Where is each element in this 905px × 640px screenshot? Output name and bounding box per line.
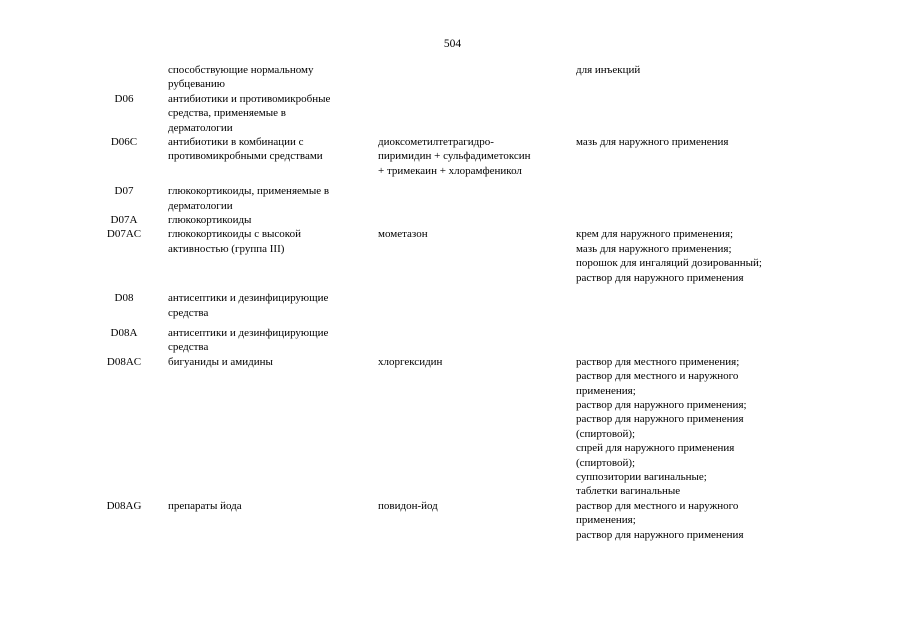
drug-name-cell: [378, 63, 576, 92]
group-name-line: средства: [168, 306, 209, 319]
group-name-cell: [168, 213, 378, 227]
group-name-line: антибиотики и противомикробные: [168, 92, 331, 105]
atc-code-cell: [80, 355, 168, 499]
table-row: [80, 135, 816, 178]
atc-code: D07: [114, 185, 134, 198]
table-row: [80, 285, 816, 320]
atc-code: D06C: [110, 136, 138, 149]
drug-name-cell: [378, 499, 576, 542]
atc-code-cell: [80, 227, 168, 285]
page-number: 504: [443, 38, 462, 50]
table-row: [80, 227, 816, 285]
dosage-forms-line: мазь для наружного применения: [576, 136, 729, 149]
drug-name-cell: [378, 227, 576, 285]
drug-name-cell: [378, 92, 576, 135]
table-row: [80, 213, 816, 227]
dosage-forms-cell: [576, 355, 816, 499]
dosage-forms-cell: [576, 63, 816, 92]
dosage-forms-line: применения;: [576, 384, 636, 397]
group-name-cell: [168, 285, 378, 320]
atc-code: D08A: [110, 326, 138, 339]
atc-code: D08: [114, 292, 134, 305]
group-name-line: противомикробными средствами: [168, 150, 323, 163]
dosage-forms-cell: [576, 178, 816, 213]
group-name-cell: [168, 178, 378, 213]
group-name-line: бигуаниды и амидины: [168, 355, 273, 368]
drug-name-line: повидон-йод: [378, 499, 438, 512]
group-name-line: глюкокортикоиды с высокой: [168, 228, 301, 241]
atc-code-cell: [80, 499, 168, 542]
atc-code-cell: [80, 213, 168, 227]
atc-code-cell: [80, 92, 168, 135]
table-row: [80, 355, 816, 499]
group-name-line: дерматологии: [168, 199, 233, 212]
drug-name-line: диоксометилтетрагидро-: [378, 136, 494, 149]
atc-code-cell: [80, 135, 168, 178]
drug-name-cell: [378, 178, 576, 213]
dosage-forms-cell: [576, 135, 816, 178]
group-name-cell: [168, 227, 378, 285]
group-name-line: препараты йода: [168, 499, 242, 512]
group-name-line: антисептики и дезинфицирующие: [168, 326, 329, 339]
dosage-forms-cell: [576, 227, 816, 285]
dosage-forms-line: раствор для местного и наружного: [576, 370, 739, 383]
atc-code-cell: [80, 63, 168, 92]
drug-name-line: пиримидин + сульфадиметоксин: [378, 150, 531, 163]
drug-name-cell: [378, 135, 576, 178]
drug-name-line: + тримекаин + хлорамфеникол: [378, 164, 522, 177]
dosage-forms-line: применения;: [576, 514, 636, 527]
table-row: [80, 92, 816, 135]
group-name-line: средства: [168, 341, 209, 354]
dosage-forms-line: раствор для наружного применения: [576, 528, 744, 541]
group-name-line: способствующие нормальному: [168, 64, 314, 76]
dosage-forms-line: раствор для наружного применения: [576, 271, 744, 284]
dosage-forms-cell: [576, 92, 816, 135]
group-name-cell: [168, 320, 378, 355]
atc-code: D08AG: [106, 499, 142, 512]
group-name-line: рубцеванию: [168, 78, 225, 91]
atc-code: D07A: [110, 214, 138, 227]
atc-code: D06: [114, 92, 134, 105]
atc-code: D08AC: [106, 355, 142, 368]
dosage-forms-line: крем для наружного применения;: [576, 228, 734, 241]
dosage-forms-line: раствор для наружного применения;: [576, 398, 747, 411]
group-name-line: глюкокортикоиды, применяемые в: [168, 185, 330, 198]
drug-name-cell: [378, 285, 576, 320]
drug-name-cell: [378, 213, 576, 227]
group-name-line: средства, применяемые в: [168, 107, 286, 120]
table-row: [80, 320, 816, 355]
dosage-forms-cell: [576, 213, 816, 227]
dosage-forms-line: для инъекций: [576, 64, 641, 76]
dosage-forms-cell: [576, 499, 816, 542]
group-name-cell: [168, 63, 378, 92]
dosage-forms-line: мазь для наружного применения;: [576, 242, 732, 255]
atc-code-cell: [80, 178, 168, 213]
dosage-forms-cell: [576, 320, 816, 355]
table-row: [80, 63, 816, 92]
drug-name-cell: [378, 320, 576, 355]
group-name-cell: [168, 355, 378, 499]
drug-name-line: мометазон: [378, 228, 428, 241]
table-row: [80, 499, 816, 542]
dosage-forms-line: раствор для наружного применения: [576, 413, 744, 426]
table-body: [80, 63, 816, 542]
group-name-line: дерматологии: [168, 121, 233, 134]
group-name-line: антисептики и дезинфицирующие: [168, 292, 329, 305]
dosage-forms-line: суппозитории вагинальные;: [576, 470, 707, 483]
group-name-cell: [168, 92, 378, 135]
atc-code-cell: [80, 320, 168, 355]
group-name-line: антибиотики в комбинации с: [168, 136, 304, 149]
dosage-forms-line: (спиртовой);: [576, 427, 636, 440]
dosage-forms-line: (спиртовой);: [576, 456, 636, 469]
group-name-cell: [168, 135, 378, 178]
group-name-cell: [168, 499, 378, 542]
atc-code-cell: [80, 285, 168, 320]
dosage-forms-line: таблетки вагинальные: [576, 485, 681, 498]
drug-name-line: хлоргексидин: [378, 355, 443, 368]
medication-table: [80, 63, 816, 542]
atc-code: D07AC: [106, 228, 142, 241]
dosage-forms-line: спрей для наружного применения: [576, 442, 735, 455]
drug-name-cell: [378, 355, 576, 499]
table-row: [80, 178, 816, 213]
dosage-forms-line: раствор для местного применения;: [576, 355, 740, 368]
dosage-forms-line: порошок для ингаляций дозированный;: [576, 257, 762, 270]
group-name-line: активностью (группа III): [168, 242, 285, 255]
group-name-line: глюкокортикоиды: [168, 214, 252, 227]
dosage-forms-line: раствор для местного и наружного: [576, 499, 739, 512]
dosage-forms-cell: [576, 285, 816, 320]
